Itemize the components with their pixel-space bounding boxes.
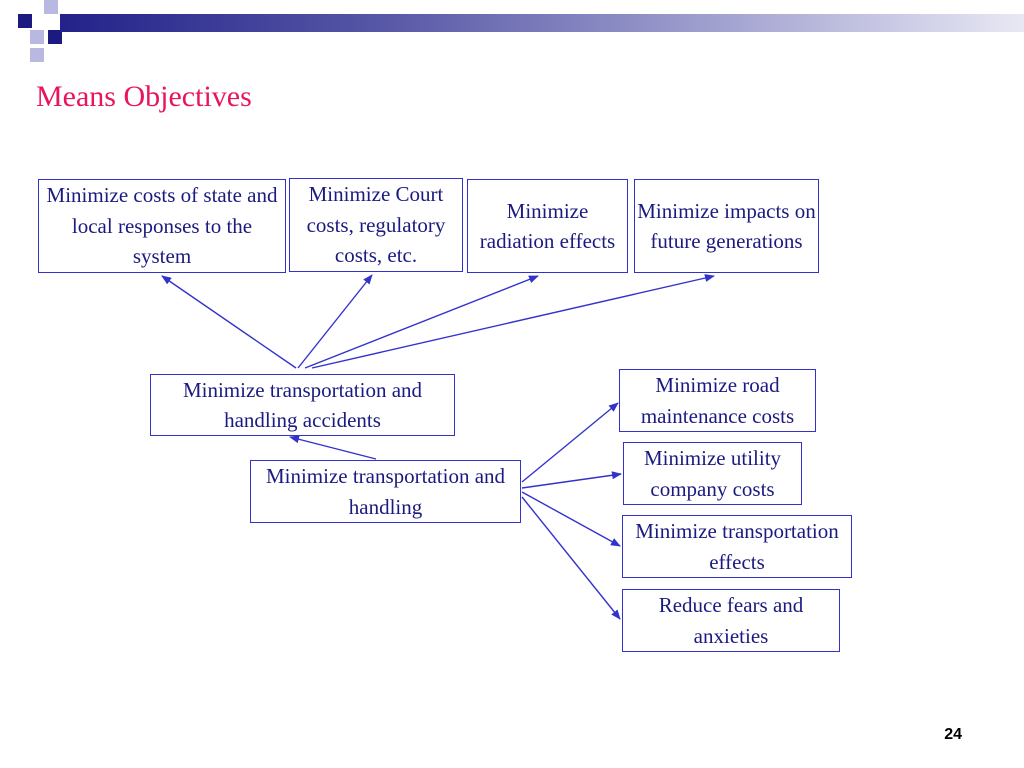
objective-court-costs: Minimize Court costs, regulatory costs, etc.: [289, 178, 463, 272]
arrow-accidents-to-state_local: [162, 276, 296, 368]
arrow-handling-to-accidents: [290, 437, 376, 459]
objective-road-maintenance: Minimize road maintenance costs: [619, 369, 816, 432]
page-number: 24: [944, 726, 962, 743]
objective-radiation-effects: Minimize radiation effects: [467, 179, 628, 273]
arrow-accidents-to-court: [298, 275, 372, 368]
objective-transport-effects: Minimize transportation effects: [622, 515, 852, 578]
arrow-handling-to-road: [522, 403, 618, 482]
arrow-accidents-to-future: [312, 276, 714, 368]
arrow-handling-to-transport_effects: [522, 492, 620, 546]
objective-reduce-fears: Reduce fears and anxieties: [622, 589, 840, 652]
objective-utility-costs: Minimize utility company costs: [623, 442, 802, 505]
objective-transport-handling: Minimize transportation and handling: [250, 460, 521, 523]
arrow-handling-to-utility: [522, 474, 621, 488]
objective-future-impacts: Minimize impacts on future generations: [634, 179, 819, 273]
arrow-accidents-to-radiation: [305, 276, 538, 368]
objective-state-local-costs: Minimize costs of state and local responses to the system: [38, 179, 286, 273]
arrow-handling-to-fears: [522, 497, 620, 619]
objective-transport-accidents: Minimize transportation and handling accidents: [150, 374, 455, 436]
slide-title: Means Objectives: [36, 80, 252, 113]
